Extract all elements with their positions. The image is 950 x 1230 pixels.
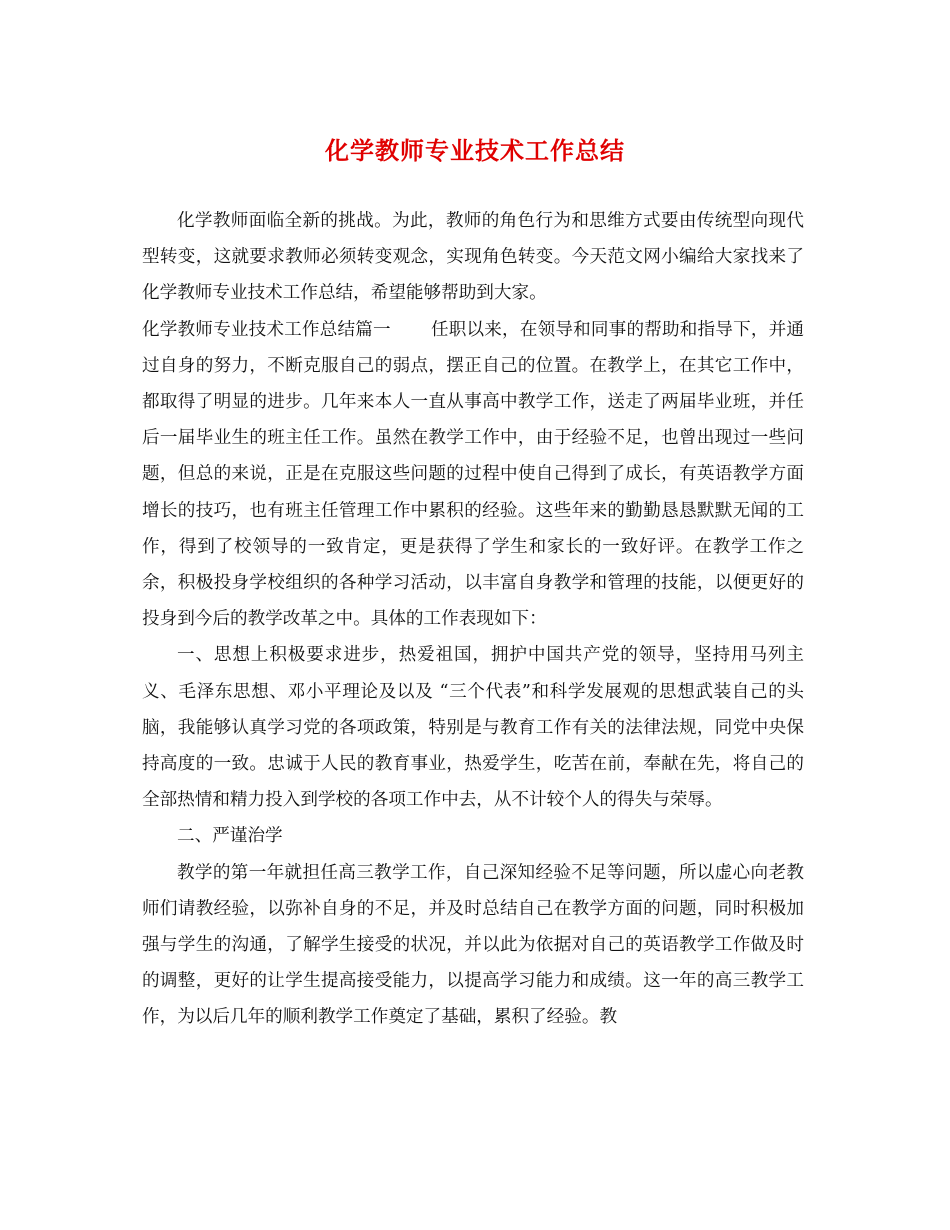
document-title: 化学教师专业技术工作总结 bbox=[325, 137, 625, 165]
document-body bbox=[142, 203, 804, 1036]
section-body: 任职以来，在领导和同事的帮助和指导下，并通过自身的努力，不断克服自己的弱点，摆正自己的位置。在教学上，在其它工作中，都取得了明显的进步。几年来本人一直从事高中教学工作，送走了两届毕业班，并任后一届毕业生的班主任工作。虽然在教学工作中，由于经验不足，也曾出现过一些问题，但总的来说，正是在克服这些问题的过程中使自己得到了成长，有英语教学方面增长的技巧，也有班主任管理工作中累积的经验。这些年来的勤勤恳恳默默无闻的工作，得到了校领导的一致肯定，更是获得了学生和家长的一致好评。在教学工作之余，积极投身学校组织的各种学习活动，以丰富自身教学和管理的技能，以便更好的投身到今后的教学改革之中。具体的工作表现如下： bbox=[142, 319, 804, 630]
point2-paragraph: 教学的第一年就担任高三教学工作，自己深知经验不足等问题，所以虚心向老教师们请教经验，以弥补自身的不足，并及时总结自己在教学方面的问题，同时积极加强与学生的沟通，了解学生接受的状况，并以此为依据对自己的英语教学工作做及时的调整，更好的让学生提高接受能力，以提高学习能力和成绩。这一年的高三教学工作，为以后几年的顺利教学工作奠定了基础，累积了经验。教 bbox=[142, 862, 804, 1028]
section-paragraph bbox=[142, 312, 804, 638]
section-heading: 化学教师专业技术工作总结篇一 bbox=[142, 319, 391, 340]
intro-paragraph: 化学教师面临全新的挑战。为此，教师的角色行为和思维方式要由传统型向现代型转变，这就要求教师必须转变观念，实现角色转变。今天范文网小编给大家找来了化学教师专业技术工作总结，希望能够帮助到大家。 bbox=[142, 211, 804, 304]
point2-heading: 二、严谨治学 bbox=[177, 826, 283, 847]
point1-paragraph: 一、思想上积极要求进步，热爱祖国，拥护中国共产党的领导，坚持用马列主义、毛泽东思想、邓小平理论及以及 “三个代表”和科学发展观的思想武装自己的头脑，我能够认真学习党的各项政策，特别是与教育工作有关的法律法规，同党中央保持高度的一致。忠诚于人民的教育事业，热爱学生，吃苦在前，奉献在先，将自己的全部热情和精力投入到学校的各项工作中去，从不计较个人的得失与荣辱。 bbox=[142, 645, 804, 811]
